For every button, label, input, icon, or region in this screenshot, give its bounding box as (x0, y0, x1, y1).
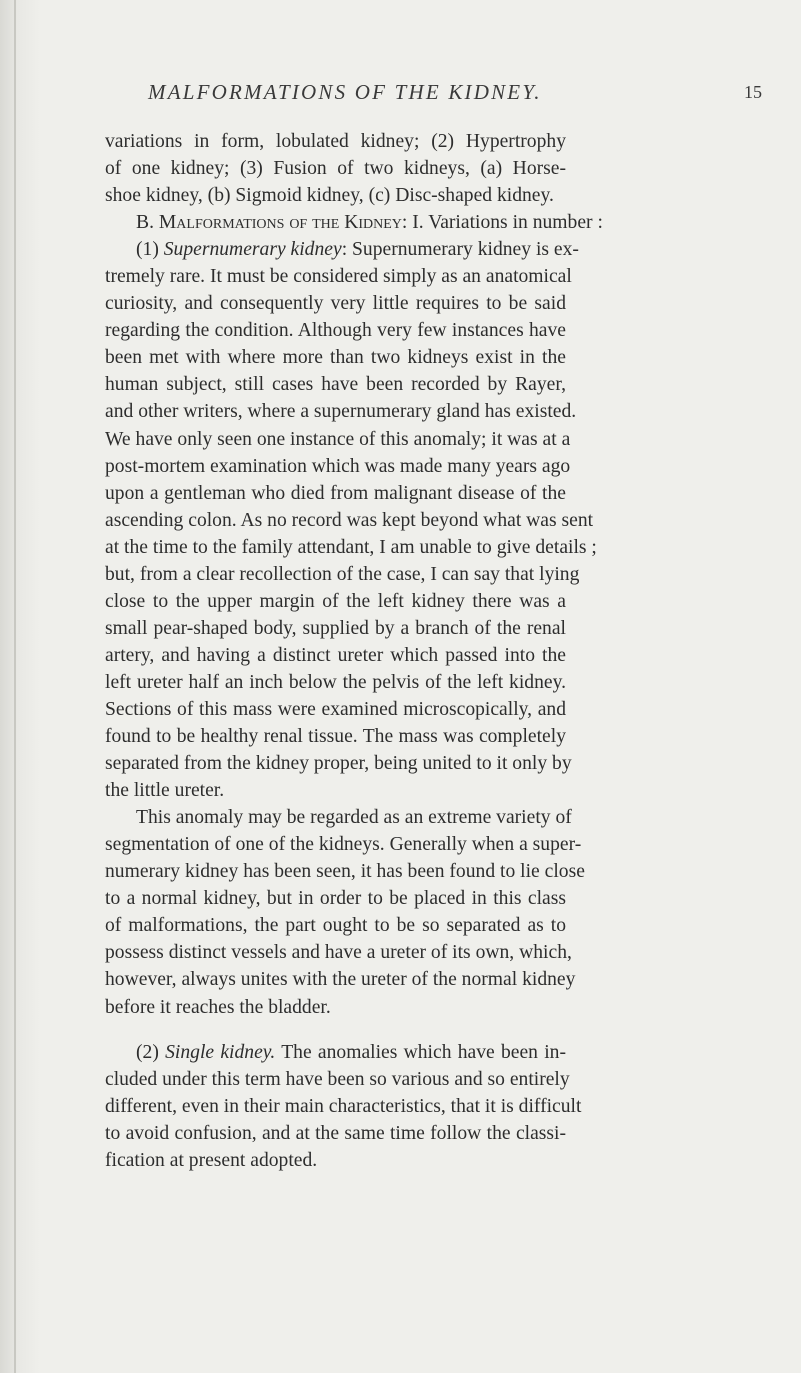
section-heading-paragraph (105, 209, 603, 236)
text-line: tremely rare. It must be considered simply as an anatomical (105, 266, 572, 288)
paragraph-gap (105, 1021, 566, 1039)
item-number: (2) (136, 1041, 166, 1063)
text-line: the little ureter. (105, 780, 225, 802)
item-text: : Supernumerary kidney is ex- (341, 239, 579, 261)
running-head-title: MALFORMATIONS OF THE KIDNEY. (148, 80, 542, 104)
text-line: variations in form, lobulated kidney; (2) Hypertrophy (105, 131, 566, 152)
paragraph-1 (105, 128, 566, 209)
text-line: fication at present adopted. (105, 1149, 318, 1171)
text-line: Sections of this mass were examined microscopically, and (105, 698, 566, 720)
text-line: before it reaches the bladder. (105, 996, 331, 1018)
text-line (105, 1039, 566, 1066)
text-line: of one kidney; (3) Fusion of two kidneys, (a) Horse- (105, 158, 566, 180)
text-line (105, 209, 603, 236)
text-line: curiosity, and consequently very little requires to be said (105, 293, 566, 315)
text-line: to a normal kidney, but in order to be placed in this class (105, 888, 566, 910)
page-gutter (14, 0, 16, 1373)
text-line: human subject, still cases have been recorded by Rayer, (105, 374, 566, 396)
text-line: We have only seen one instance of this anomaly; it was at a (105, 428, 571, 450)
section-letter: B. (136, 212, 159, 234)
text-line: shoe kidney, (b) Sigmoid kidney, (c) Disc-shaped kidney. (105, 185, 554, 207)
text-line: separated from the kidney proper, being united to it only by (105, 753, 572, 775)
item-text: The anomalies which have been in- (275, 1041, 567, 1063)
body-text (105, 128, 603, 1174)
text-line: of malformations, the part ought to be so separated as to (105, 915, 566, 937)
text-line: and other writers, where a supernumerary gland has existed. (105, 401, 577, 423)
paragraph-single-kidney (105, 1039, 582, 1174)
text-line (105, 236, 579, 263)
section-subheading: : I. Variations in number : (401, 212, 603, 234)
text-line: to avoid confusion, and at the same time follow the classi- (105, 1122, 566, 1144)
running-head (0, 80, 801, 110)
text-line: at the time to the family attendant, I am unable to give details ; (105, 536, 597, 558)
page-number: 15 (744, 82, 762, 102)
text-line: ascending colon. As no record was kept beyond what was sent (105, 509, 594, 531)
text-line: upon a gentleman who died from malignant disease of the (105, 482, 566, 504)
text-line: regarding the condition. Although very few instances have (105, 320, 566, 342)
item-term: Supernumerary kidney (163, 239, 342, 261)
item-number: (1) (136, 239, 164, 261)
text-line: cluded under this term have been so various and so entirely (105, 1068, 570, 1090)
text-line: found to be healthy renal tissue. The mass was completely (105, 726, 566, 748)
text-line: left ureter half an inch below the pelvis of the left kidney. (105, 671, 566, 693)
item-term: Single kidney. (165, 1041, 276, 1063)
text-line: possess distinct vessels and have a ureter of its own, which, (105, 942, 572, 964)
text-line: This anomaly may be regarded as an extreme variety of (136, 807, 572, 829)
paragraph-segmentation (105, 804, 585, 1020)
section-heading: Malformations of the Kidney (158, 212, 402, 234)
text-line: segmentation of one of the kidneys. Generally when a super- (105, 834, 582, 856)
text-line: numerary kidney has been seen, it has been found to lie close (105, 861, 585, 883)
paragraph-supernumerary-kidney (105, 236, 597, 804)
text-line: artery, and having a distinct ureter which passed into the (105, 644, 566, 666)
text-line: post-mortem examination which was made many years ago (105, 455, 571, 477)
text-line: been met with where more than two kidneys exist in the (105, 347, 566, 369)
text-line: however, always unites with the ureter of the normal kidney (105, 969, 576, 991)
text-line: but, from a clear recollection of the case, I can say that lying (105, 563, 580, 585)
text-line: different, even in their main characteristics, that it is difficult (105, 1095, 582, 1117)
text-line: close to the upper margin of the left kidney there was a (105, 590, 566, 612)
text-line: small pear-shaped body, supplied by a branch of the renal (105, 617, 566, 639)
